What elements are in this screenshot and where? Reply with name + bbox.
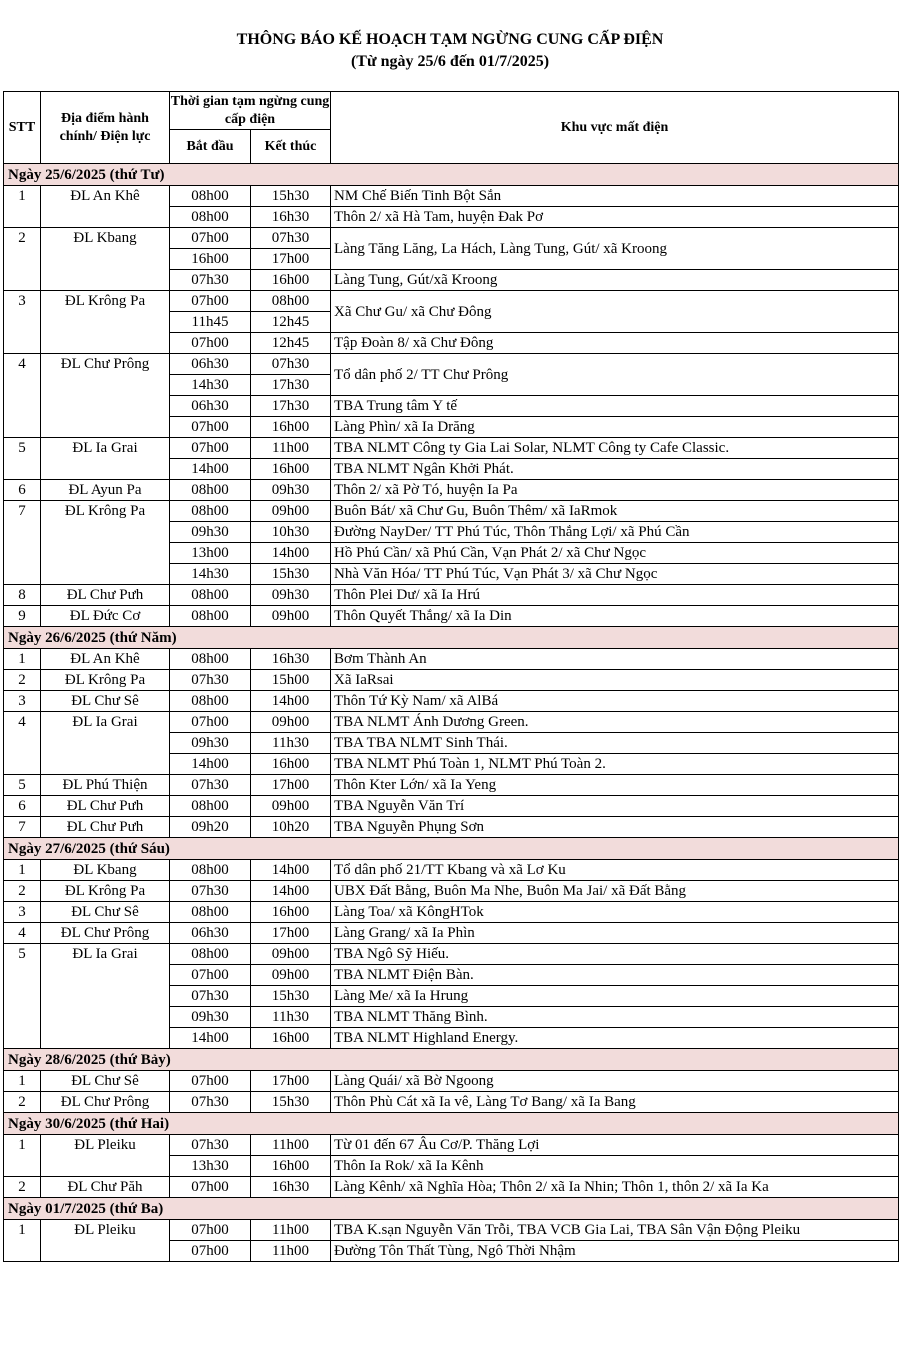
start-time-cell: 14h00 [170,459,251,480]
end-time-cell: 09h00 [251,944,331,965]
start-time-cell: 08h00 [170,501,251,522]
unit-cell: ĐL Chư Prông [41,923,170,944]
outage-area-cell: Làng Tung, Gút/xã Kroong [331,270,899,291]
stt-cell: 2 [4,670,41,691]
start-time-cell: 07h00 [170,1220,251,1241]
end-time-cell: 16h00 [251,902,331,923]
outage-area-cell: Từ 01 đến 67 Âu Cơ/P. Thăng Lợi [331,1135,899,1156]
start-time-cell: 07h00 [170,1071,251,1092]
start-time-cell: 08h00 [170,796,251,817]
outage-area-cell: Làng Tăng Lăng, La Hách, Làng Tung, Gút/ xã Kroong [331,228,899,270]
outage-area-cell: Tổ dân phố 21/TT Kbang và xã Lơ Ku [331,860,899,881]
start-time-cell: 06h30 [170,923,251,944]
header-stt: STT [4,92,41,164]
start-time-cell: 13h00 [170,543,251,564]
outage-area-cell: TBA K.sạn Nguyễn Văn Trỗi, TBA VCB Gia Lai, TBA Sân Vận Động Pleiku [331,1220,899,1241]
stt-cell: 2 [4,228,41,291]
end-time-cell: 17h00 [251,249,331,270]
start-time-cell: 07h00 [170,333,251,354]
stt-cell: 9 [4,606,41,627]
start-time-cell: 07h30 [170,986,251,1007]
end-time-cell: 11h00 [251,1220,331,1241]
end-time-cell: 09h00 [251,606,331,627]
stt-cell: 3 [4,291,41,354]
outage-area-cell: Xã Chư Gu/ xã Chư Đông [331,291,899,333]
outage-area-cell: TBA NLMT Công ty Gia Lai Solar, NLMT Công ty Cafe Classic. [331,438,899,459]
start-time-cell: 08h00 [170,649,251,670]
header-end: Kết thúc [251,130,331,164]
table-row [4,881,899,902]
unit-cell: ĐL Chư Pưh [41,585,170,606]
start-time-cell: 07h00 [170,228,251,249]
unit-cell: ĐL Chư Sê [41,902,170,923]
unit-cell: ĐL Chư Prông [41,354,170,438]
start-time-cell: 07h00 [170,965,251,986]
start-time-cell: 14h00 [170,754,251,775]
outage-area-cell: Tổ dân phố 2/ TT Chư Prông [331,354,899,396]
page-subtitle: (Từ ngày 25/6 đến 01/7/2025) [350,53,550,70]
end-time-cell: 16h00 [251,459,331,480]
day-row [4,1049,899,1071]
start-time-cell: 07h00 [170,712,251,733]
start-time-cell: 08h00 [170,691,251,712]
end-time-cell: 16h00 [251,1028,331,1049]
end-time-cell: 11h30 [251,1007,331,1028]
table-row [4,1220,899,1241]
outage-area-cell: Thôn Phù Cát xã Ia vê, Làng Tơ Bang/ xã Ia Bang [331,1092,899,1113]
end-time-cell: 14h00 [251,543,331,564]
start-time-cell: 16h00 [170,249,251,270]
end-time-cell: 10h30 [251,522,331,543]
unit-cell: ĐL An Khê [41,186,170,228]
stt-cell: 5 [4,775,41,796]
outage-area-cell: Thôn Tứ Kỳ Nam/ xã AlBá [331,691,899,712]
outage-area-cell: Làng Phìn/ xã Ia Drăng [331,417,899,438]
table-row [4,944,899,965]
table-row [4,670,899,691]
outage-area-cell: Làng Grang/ xã Ia Phìn [331,923,899,944]
start-time-cell: 08h00 [170,207,251,228]
stt-cell: 4 [4,923,41,944]
end-time-cell: 14h00 [251,691,331,712]
unit-cell: ĐL Phú Thiện [41,775,170,796]
start-time-cell: 08h00 [170,585,251,606]
stt-cell: 6 [4,480,41,501]
outage-area-cell: TBA NLMT Ngân Khởi Phát. [331,459,899,480]
end-time-cell: 11h30 [251,733,331,754]
start-time-cell: 07h00 [170,1241,251,1262]
start-time-cell: 14h30 [170,375,251,396]
end-time-cell: 09h00 [251,501,331,522]
table-row [4,923,899,944]
start-time-cell: 08h00 [170,902,251,923]
outage-area-cell: TBA TBA NLMT Sinh Thái. [331,733,899,754]
outage-schedule-table [3,91,899,1262]
end-time-cell: 09h30 [251,480,331,501]
start-time-cell: 07h30 [170,1135,251,1156]
outage-area-cell: Bơm Thành An [331,649,899,670]
table-row [4,228,899,249]
unit-cell: ĐL Krông Pa [41,881,170,902]
stt-cell: 3 [4,691,41,712]
outage-area-cell: Buôn Bát/ xã Chư Gu, Buôn Thêm/ xã IaRmok [331,501,899,522]
end-time-cell: 10h20 [251,817,331,838]
start-time-cell: 08h00 [170,944,251,965]
outage-area-cell: Thôn 2/ xã Pờ Tó, huyện Ia Pa [331,480,899,501]
end-time-cell: 15h30 [251,986,331,1007]
outage-area-cell: TBA NLMT Highland Energy. [331,1028,899,1049]
unit-cell: ĐL Krông Pa [41,291,170,354]
day-row [4,1113,899,1135]
end-time-cell: 09h30 [251,585,331,606]
start-time-cell: 07h00 [170,291,251,312]
table-row [4,712,899,733]
table-row [4,649,899,670]
stt-cell: 2 [4,1177,41,1198]
end-time-cell: 09h00 [251,796,331,817]
start-time-cell: 09h30 [170,522,251,543]
outage-area-cell: TBA NLMT Phú Toàn 1, NLMT Phú Toàn 2. [331,754,899,775]
unit-cell: ĐL Chư Păh [41,1177,170,1198]
end-time-cell: 12h45 [251,312,331,333]
start-time-cell: 08h00 [170,606,251,627]
outage-area-cell: Thôn 2/ xã Hà Tam, huyện Đak Pơ [331,207,899,228]
start-time-cell: 13h30 [170,1156,251,1177]
table-row [4,902,899,923]
end-time-cell: 17h00 [251,1071,331,1092]
end-time-cell: 07h30 [251,354,331,375]
end-time-cell: 15h00 [251,670,331,691]
stt-cell: 4 [4,712,41,775]
day-label: Ngày 30/6/2025 (thứ Hai) [4,1113,899,1135]
unit-cell: ĐL Chư Sê [41,691,170,712]
end-time-cell: 16h30 [251,649,331,670]
end-time-cell: 17h30 [251,396,331,417]
start-time-cell: 07h30 [170,670,251,691]
stt-cell: 7 [4,501,41,585]
outage-area-cell: Thôn Quyết Thắng/ xã Ia Din [331,606,899,627]
start-time-cell: 09h30 [170,1007,251,1028]
start-time-cell: 09h30 [170,733,251,754]
unit-cell: ĐL Đức Cơ [41,606,170,627]
table-row [4,691,899,712]
outage-area-cell: Hồ Phú Cần/ xã Phú Cần, Vạn Phát 2/ xã Chư Ngọc [331,543,899,564]
day-label: Ngày 26/6/2025 (thứ Năm) [4,627,899,649]
stt-cell: 5 [4,944,41,1049]
outage-area-cell: Đường NayDer/ TT Phú Túc, Thôn Thắng Lợi/ xã Phú Cần [331,522,899,543]
outage-area-cell: TBA NLMT Thăng Bình. [331,1007,899,1028]
outage-area-cell: Thôn Plei Dư/ xã Ia Hrú [331,585,899,606]
stt-cell: 7 [4,817,41,838]
start-time-cell: 07h30 [170,1092,251,1113]
outage-area-cell: Làng Me/ xã Ia Hrung [331,986,899,1007]
unit-cell: ĐL Krông Pa [41,670,170,691]
day-label: Ngày 01/7/2025 (thứ Ba) [4,1198,899,1220]
unit-cell: ĐL An Khê [41,649,170,670]
start-time-cell: 07h30 [170,775,251,796]
outage-area-cell: TBA Nguyễn Văn Trí [331,796,899,817]
unit-cell: ĐL Ia Grai [41,712,170,775]
end-time-cell: 09h00 [251,965,331,986]
start-time-cell: 14h30 [170,564,251,585]
start-time-cell: 08h00 [170,186,251,207]
stt-cell: 5 [4,438,41,480]
table-row [4,817,899,838]
stt-cell: 1 [4,186,41,228]
outage-area-cell: TBA Ngô Sỹ Hiếu. [331,944,899,965]
unit-cell: ĐL Ia Grai [41,944,170,1049]
outage-area-cell: NM Chế Biến Tinh Bột Sắn [331,186,899,207]
outage-area-cell: Nhà Văn Hóa/ TT Phú Túc, Vạn Phát 3/ xã Chư Ngọc [331,564,899,585]
outage-area-cell: Tập Đoàn 8/ xã Chư Đông [331,333,899,354]
end-time-cell: 11h00 [251,438,331,459]
start-time-cell: 06h30 [170,354,251,375]
outage-area-cell: TBA Trung tâm Y tế [331,396,899,417]
stt-cell: 1 [4,1135,41,1177]
table-row [4,606,899,627]
unit-cell: ĐL Ia Grai [41,438,170,480]
unit-cell: ĐL Chư Pưh [41,796,170,817]
end-time-cell: 17h30 [251,375,331,396]
stt-cell: 1 [4,1071,41,1092]
end-time-cell: 17h00 [251,923,331,944]
end-time-cell: 14h00 [251,860,331,881]
table-row [4,1177,899,1198]
outage-area-cell: Làng Quái/ xã Bờ Ngoong [331,1071,899,1092]
outage-area-cell: Đường Tôn Thất Tùng, Ngô Thời Nhậm [331,1241,899,1262]
end-time-cell: 08h00 [251,291,331,312]
stt-cell: 2 [4,881,41,902]
header-area: Khu vực mất điện [331,92,899,164]
table-row [4,438,899,459]
day-label: Ngày 25/6/2025 (thứ Tư) [4,164,899,186]
end-time-cell: 16h00 [251,754,331,775]
stt-cell: 1 [4,649,41,670]
table-row [4,354,899,375]
table-row [4,585,899,606]
end-time-cell: 16h00 [251,417,331,438]
outage-area-cell: TBA NLMT Điện Bàn. [331,965,899,986]
table-row [4,775,899,796]
start-time-cell: 06h30 [170,396,251,417]
end-time-cell: 11h00 [251,1135,331,1156]
outage-area-cell: UBX Đất Bằng, Buôn Ma Nhe, Buôn Ma Jai/ xã Đất Bằng [331,881,899,902]
unit-cell: ĐL Pleiku [41,1220,170,1262]
start-time-cell: 07h30 [170,270,251,291]
outage-area-cell: Xã IaRsai [331,670,899,691]
end-time-cell: 12h45 [251,333,331,354]
unit-cell: ĐL Chư Pưh [41,817,170,838]
end-time-cell: 14h00 [251,881,331,902]
day-label: Ngày 28/6/2025 (thứ Bảy) [4,1049,899,1071]
table-row [4,480,899,501]
start-time-cell: 14h00 [170,1028,251,1049]
table-row [4,796,899,817]
header-location: Địa điểm hành chính/ Điện lực [41,92,170,164]
day-row [4,627,899,649]
end-time-cell: 11h00 [251,1241,331,1262]
table-row [4,501,899,522]
table-row [4,860,899,881]
table-row [4,1071,899,1092]
unit-cell: ĐL Chư Prông [41,1092,170,1113]
header-time: Thời gian tạm ngừng cung cấp điện [170,92,331,130]
stt-cell: 2 [4,1092,41,1113]
page-title: THÔNG BÁO KẾ HOẠCH TẠM NGỪNG CUNG CẤP ĐIỆN [236,31,664,48]
start-time-cell: 11h45 [170,312,251,333]
unit-cell: ĐL Ayun Pa [41,480,170,501]
day-row [4,1198,899,1220]
unit-cell: ĐL Chư Sê [41,1071,170,1092]
outage-area-cell: Làng Toa/ xã KôngHTok [331,902,899,923]
header-start: Bắt đầu [170,130,251,164]
stt-cell: 4 [4,354,41,438]
stt-cell: 1 [4,860,41,881]
start-time-cell: 09h20 [170,817,251,838]
start-time-cell: 07h30 [170,881,251,902]
start-time-cell: 07h00 [170,438,251,459]
day-label: Ngày 27/6/2025 (thứ Sáu) [4,838,899,860]
unit-cell: ĐL Kbang [41,228,170,291]
end-time-cell: 09h00 [251,712,331,733]
unit-cell: ĐL Pleiku [41,1135,170,1177]
start-time-cell: 08h00 [170,860,251,881]
start-time-cell: 08h00 [170,480,251,501]
start-time-cell: 07h00 [170,417,251,438]
start-time-cell: 07h00 [170,1177,251,1198]
outage-area-cell: Thôn Kter Lớn/ xã Ia Yeng [331,775,899,796]
stt-cell: 1 [4,1220,41,1262]
stt-cell: 8 [4,585,41,606]
unit-cell: ĐL Kbang [41,860,170,881]
day-row [4,164,899,186]
table-body [4,164,899,1262]
unit-cell: ĐL Krông Pa [41,501,170,585]
end-time-cell: 16h30 [251,207,331,228]
end-time-cell: 15h30 [251,186,331,207]
end-time-cell: 16h00 [251,1156,331,1177]
outage-area-cell: TBA Nguyễn Phụng Sơn [331,817,899,838]
table-row [4,1092,899,1113]
outage-area-cell: Thôn Ia Rok/ xã Ia Kênh [331,1156,899,1177]
end-time-cell: 17h00 [251,775,331,796]
end-time-cell: 16h00 [251,270,331,291]
table-row [4,1135,899,1156]
end-time-cell: 16h30 [251,1177,331,1198]
table-row [4,186,899,207]
outage-area-cell: TBA NLMT Ánh Dương Green. [331,712,899,733]
day-row [4,838,899,860]
outage-area-cell: Làng Kênh/ xã Nghĩa Hòa; Thôn 2/ xã Ia Nhin; Thôn 1, thôn 2/ xã Ia Ka [331,1177,899,1198]
stt-cell: 3 [4,902,41,923]
end-time-cell: 15h30 [251,1092,331,1113]
end-time-cell: 15h30 [251,564,331,585]
end-time-cell: 07h30 [251,228,331,249]
table-row [4,291,899,312]
stt-cell: 6 [4,796,41,817]
